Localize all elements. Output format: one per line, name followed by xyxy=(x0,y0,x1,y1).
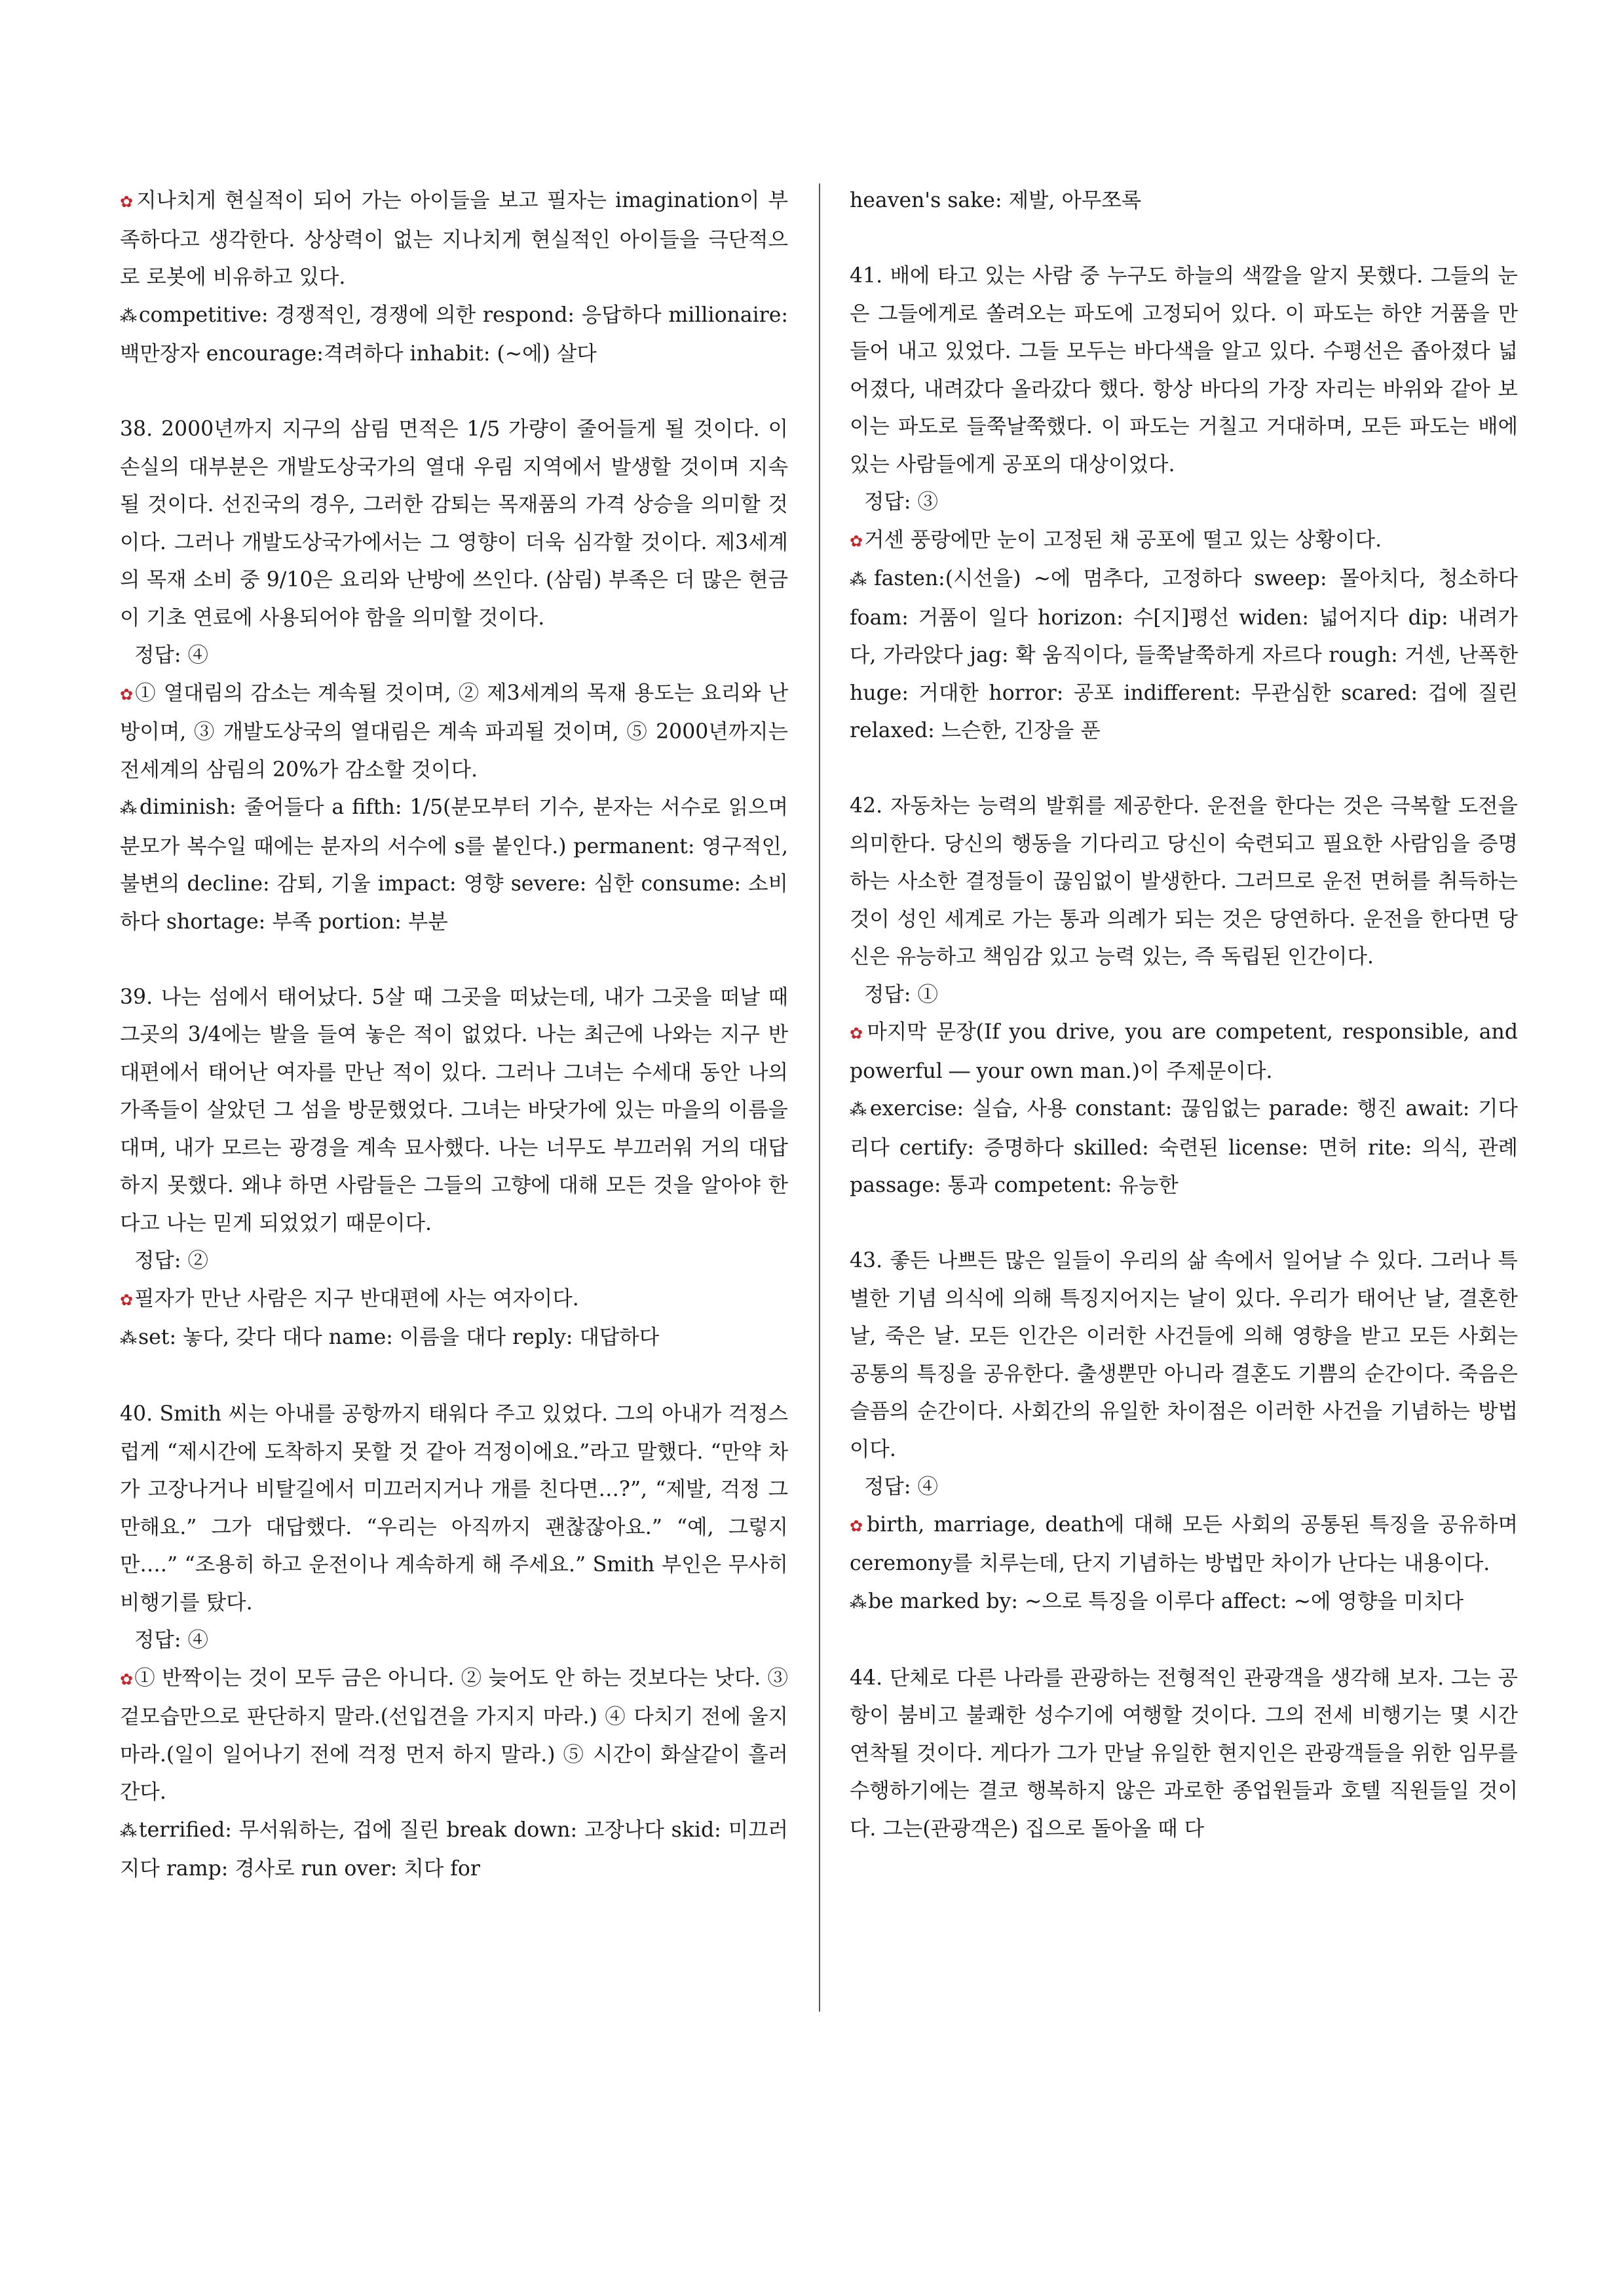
answer-line xyxy=(120,637,788,675)
text: birth, marriage, death에 대해 모든 사회의 공통된 특징을 공유하며 ceremony를 치루는데, 단지 기념하는 방법만 차이가 난다는 내용이다. xyxy=(850,1512,1518,1575)
triangle-stack-icon: ⁂ xyxy=(850,570,873,590)
text: fasten:(시선을) ~에 멈추다, 고정하다 sweep: 몰아치다, 청소하다 foam: 거품이 일다 horizon: 수[지]평선 widen: 넓어지다 dip: 내려가다, 가라앉다 jag: 확 움직이다, 들쭉날쭉하게 자르다 rough: 거센, 난폭한 huge: 거대한 horror: 공포 indifferent: 무관심한 scared: 겁에 질린 relaxed: 느슨한, 긴장을 푼 xyxy=(850,567,1518,742)
text: 정답: ③ xyxy=(864,490,938,514)
text: terrified: 무서워하는, 겁에 질린 break down: 고장나다 skid: 미끄러지다 ramp: 경사로 run over: 치다 for xyxy=(120,1818,788,1881)
text: ① 반짝이는 것이 모두 금은 아니다. ② 늦어도 안 하는 것보다는 낫다. ③ 겉모습만으로 판단하지 말라.(선입견을 가지지 마라.) ④ 다치기 전에 울지 마라.(일이 일어나기 전에 걱정 먼저 하지 말라.) ⑤ 시간이 화살같이 흘러간다. xyxy=(120,1666,788,1804)
paragraph-gap xyxy=(850,1205,1518,1243)
text: 43. 좋든 나쁘든 많은 일들이 우리의 삶 속에서 일어날 수 있다. 그러나 특별한 기념 의식에 의해 특징지어지는 날이 있다. 우리가 태어난 날, 결혼한 날, 죽은 날. 모든 인간은 이러한 사건들에 의해 영향을 받고 모든 사회는 공통의 특징을 공유한다. 출생뿐만 아니라 결혼도 기쁨의 순간이다. 죽음은 슬픔의 순간이다. 사회간의 유일한 차이점은 이러한 사건을 기념하는 방법이다. xyxy=(850,1249,1518,1461)
text: competitive: 경쟁적인, 경쟁에 의한 respond: 응답하다 millionaire: 백만장자 encourage:격려하다 inhabit: (~에) 살다 xyxy=(120,303,788,366)
text: 정답: ② xyxy=(134,1249,208,1272)
explanation-note xyxy=(850,1014,1518,1090)
explanation-note xyxy=(120,182,788,297)
flower-icon: ✿ xyxy=(850,1024,866,1043)
vocabulary-list xyxy=(850,560,1518,750)
right-column xyxy=(850,182,1518,1848)
triangle-stack-icon: ⁂ xyxy=(120,1329,137,1349)
flower-icon: ✿ xyxy=(120,685,134,704)
text: 정답: ④ xyxy=(134,1628,208,1652)
answer-line xyxy=(850,1468,1518,1506)
text: 38. 2000년까지 지구의 삼림 면적은 1/5 가량이 줄어들게 될 것이다. 이 손실의 대부분은 개발도상국가의 열대 우림 지역에서 발생할 것이며 지속될 것이다. 선진국의 경우, 그러한 감퇴는 목재품의 가격 상승을 의미할 것이다. 그러나 개발도상국가에서는 그 영향이 더욱 심각할 것이다. 제3세계의 목재 소비 중 9/10은 요리와 난방에 쓰인다. (삼림) 부족은 더 많은 현금이 기초 연료에 사용되어야 함을 의미할 것이다. xyxy=(120,417,788,630)
passage-paragraph xyxy=(120,411,788,637)
flower-icon: ✿ xyxy=(120,1290,134,1309)
flower-icon: ✿ xyxy=(850,1516,865,1535)
text: ① 열대림의 감소는 계속될 것이며, ② 제3세계의 목재 용도는 요리와 난방이며, ③ 개발도상국의 열대림은 계속 파괴될 것이며, ⑤ 2000년까지는 전세계의 삼림의 20%가 감소할 것이다. xyxy=(120,681,789,782)
passage-paragraph xyxy=(850,258,1518,484)
text: 필자가 만난 사람은 지구 반대편에 사는 여자이다. xyxy=(134,1286,579,1311)
triangle-stack-icon: ⁂ xyxy=(120,306,138,326)
explanation-note xyxy=(850,522,1518,561)
text: 정답: ④ xyxy=(134,643,208,667)
vocabulary-list xyxy=(120,1319,788,1358)
text: 42. 자동차는 능력의 발휘를 제공한다. 운전을 한다는 것은 극복할 도전을 의미한다. 당신의 행동을 기다리고 당신이 숙련되고 필요한 사람임을 증명하는 사소한 결정들이 끊임없이 발생한다. 그러므로 운전 면허를 취득하는 것이 성인 세계로 가는 통과 의례가 되는 것은 당연하다. 운전을 한다면 당신은 유능하고 책임감 있고 능력 있는, 즉 독립된 인간이다. xyxy=(850,794,1518,968)
passage-paragraph xyxy=(850,788,1518,976)
text: 44. 단체로 다른 나라를 관광하는 전형적인 관광객을 생각해 보자. 그는 공항이 붐비고 불쾌한 성수기에 여행할 것이다. 그의 전세 비행기는 몇 시간 연착될 것이다. 게다가 그가 만날 유일한 현지인은 관광객들을 위한 임무를 수행하기에는 결코 행복하지 않은 과로한 종업원들과 호텔 직원들일 것이다. 그는(관광객은) 집으로 돌아올 때 다 xyxy=(850,1666,1518,1841)
text: set: 놓다, 갖다 대다 name: 이름을 대다 reply: 대답하다 xyxy=(138,1326,660,1349)
answer-line xyxy=(120,1622,788,1660)
text: 정답: ① xyxy=(864,982,938,1006)
flower-icon: ✿ xyxy=(120,1670,134,1689)
text: 정답: ④ xyxy=(864,1475,938,1499)
text: diminish: 줄어들다 a fifth: 1/5(분모부터 기수, 분자는 서수로 읽으며 분모가 복수일 때에는 분자의 서수에 s를 붙인다.) permanent: 영구적인, 불변의 decline: 감퇴, 기울 impact: 영향 severe: 심한 consume: 소비하다 shortage: 부족 portion: 부분 xyxy=(120,795,788,934)
column-divider xyxy=(819,183,820,2012)
text: 거센 풍랑에만 눈이 고정된 채 공포에 떨고 있는 상황이다. xyxy=(864,527,1382,552)
paragraph-gap xyxy=(850,220,1518,258)
text: 41. 배에 타고 있는 사람 중 누구도 하늘의 색깔을 알지 못했다. 그들의 눈은 그들에게로 쏠려오는 파도에 고정되어 있다. 이 파도는 하얀 거품을 만들어 내고 있었다. 그들 모두는 바다색을 알고 있다. 수평선은 좁아졌다 넓어졌다, 내려갔다 올라갔다 했다. 항상 바다의 가장 자리는 바위와 같아 보이는 파도로 들쭉날쭉했다. 이 파도는 거칠고 거대하며, 모든 파도는 배에 있는 사람들에게 공포의 대상이었다. xyxy=(850,264,1518,476)
paragraph-gap xyxy=(120,1358,788,1396)
text: 40. Smith 씨는 아내를 공항까지 태워다 주고 있었다. 그의 아내가 걱정스럽게 “제시간에 도착하지 못할 것 같아 걱정이에요.”라고 말했다. “만약 차가 고장나거나 비탈길에서 미끄러지거나 개를 친다면…?”, “제발, 걱정 그만해요.” 그가 대답했다. “우리는 아직까지 괜찮잖아요.” “예, 그렇지만….” “조용히 하고 운전이나 계속하게 해 주세요.” Smith 부인은 무사히 비행기를 탔다. xyxy=(120,1402,788,1615)
text: exercise: 실습, 사용 constant: 끊임없는 parade: 행진 await: 기다리다 certify: 증명하다 skilled: 숙련된 license: 면허 rite: 의식, 관례 passage: 통과 competent: 유능한 xyxy=(850,1097,1519,1197)
text: be marked by: ~으로 특징을 이루다 affect: ~에 영향을 미치다 xyxy=(868,1589,1464,1613)
text: 39. 나는 섬에서 태어났다. 5살 때 그곳을 떠났는데, 내가 그곳을 떠날 때 그곳의 3/4에는 발을 들여 놓은 적이 없었다. 나는 최근에 나와는 지구 반대편에서 태어난 여자를 만난 적이 있다. 그러나 그녀는 수세대 동안 나의 가족들이 살았던 그 섬을 방문했었다. 그녀는 바닷가에 있는 마을의 이름을 대며, 내가 모르는 광경을 계속 묘사했다. 나는 너무도 부끄러워 거의 대답하지 못했다. 왜냐 하면 사람들은 그들의 고향에 대해 모든 것을 알아야 한다고 나는 믿게 되었었기 때문이다. xyxy=(120,985,788,1235)
answer-line xyxy=(120,1242,788,1280)
vocabulary-list xyxy=(850,1090,1518,1205)
vocabulary-list xyxy=(120,789,788,941)
explanation-note xyxy=(120,675,788,790)
explanation-note xyxy=(120,1660,788,1812)
vocabulary-list xyxy=(120,297,788,373)
paragraph-gap xyxy=(120,941,788,979)
triangle-stack-icon: ⁂ xyxy=(120,799,139,818)
vocabulary-list xyxy=(120,1812,788,1888)
left-column xyxy=(120,182,788,1888)
triangle-stack-icon: ⁂ xyxy=(850,1592,867,1613)
passage-paragraph xyxy=(850,1660,1518,1848)
answer-line xyxy=(850,976,1518,1014)
text: 지나치게 현실적이 되어 가는 아이들을 보고 필자는 imagination이 부족하다고 생각한다. 상상력이 없는 지나치게 현실적인 아이들을 극단적으로 로봇에 비유하고 있다. xyxy=(120,189,788,289)
text: 마지막 문장(If you drive, you are competent, responsible, and powerful ― your own man.)이 주제문이다. xyxy=(850,1020,1519,1083)
passage-paragraph xyxy=(120,1396,788,1622)
paragraph-gap xyxy=(120,373,788,411)
passage-paragraph xyxy=(850,1242,1518,1468)
text: heaven's sake: 제발, 아무쪼록 xyxy=(850,189,1142,212)
passage-paragraph xyxy=(850,182,1518,220)
explanation-note xyxy=(850,1506,1518,1583)
passage-paragraph xyxy=(120,979,788,1243)
explanation-note xyxy=(120,1280,788,1320)
vocabulary-list xyxy=(850,1583,1518,1622)
triangle-stack-icon: ⁂ xyxy=(120,1821,138,1841)
flower-icon: ✿ xyxy=(850,531,863,550)
triangle-stack-icon: ⁂ xyxy=(850,1100,869,1120)
flower-icon: ✿ xyxy=(120,193,136,211)
paragraph-gap xyxy=(850,750,1518,788)
answer-line xyxy=(850,484,1518,522)
paragraph-gap xyxy=(850,1622,1518,1660)
